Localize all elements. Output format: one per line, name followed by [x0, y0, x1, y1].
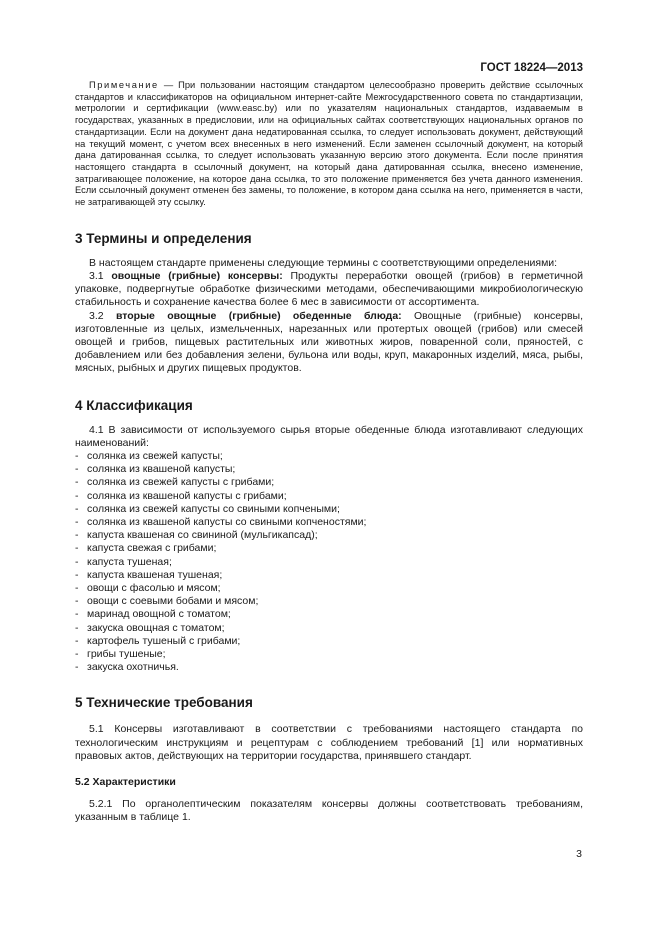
- list-dash: -: [75, 529, 79, 542]
- section-5-1: 5.1 Консервы изготавливают в соответствии с требованиями настоящего стандарта по технологическим инструкциям и рецептурам с соблюдением требований [1] или нормативных правовых актов, действующих на территории государства, принявшего стандарт.: [75, 723, 583, 762]
- list-item-text: капуста свежая с грибами;: [87, 542, 217, 555]
- list-item-text: маринад овощной с томатом;: [87, 608, 231, 621]
- list-item: [75, 542, 583, 555]
- page-body: [75, 80, 583, 824]
- term-3-2-term: вторые овощные (грибные) обеденные блюда:: [115, 309, 402, 322]
- list-dash: -: [75, 608, 79, 621]
- list-dash: -: [75, 661, 79, 674]
- note-text: — При пользовании настоящим стандартом целесообразно проверить действие ссылочных стандартов и классификаторов на официальном интернет-сайте Межгосударственного совета по стандартизации, метрологии и сертификации (www.easc.by) или по указателям национальных стандартов, издаваемым в государствах, указанных в предисловии, или на официальных сайтах соответствующих национальных органов по стандартизации. Если на документ дана недатированная ссылка, то следует использовать документ, действующий на текущий момент, с учетом всех внесенных в него изменений. Если заменен ссылочный документ, на который дана датированная ссылка, то следует использовать указанную версию этого документа. Если после принятия настоящего стандарта в ссылочный документ, на который дана датированная ссылка, внесено изменение, затрагивающее положение, на которое дана ссылка, то это положение применяется без учета данного изменения. Если ссылочный документ отменен без замены, то положение, в котором дана ссылка на него, применяется в части, не затрагивающей эту ссылку.: [75, 80, 583, 208]
- list-dash: -: [75, 595, 79, 608]
- list-item-text: капуста тушеная;: [87, 555, 172, 568]
- list-item-text: закуска овощная с томатом;: [87, 621, 225, 634]
- list-dash: -: [75, 489, 79, 502]
- dish-list: [75, 450, 583, 674]
- page-number: 3: [576, 848, 582, 860]
- list-item: [75, 516, 583, 529]
- section-4-intro: 4.1 В зависимости от используемого сырья вторые обеденные блюда изготавливают следующих наименований:: [75, 423, 583, 449]
- term-3-1: [75, 270, 583, 310]
- list-dash: -: [75, 648, 79, 661]
- list-item-text: солянка из квашеной капусты с грибами;: [87, 489, 287, 502]
- list-dash: -: [75, 568, 79, 581]
- list-dash: -: [75, 449, 79, 462]
- list-item: [75, 476, 583, 489]
- list-dash: -: [75, 634, 79, 647]
- list-dash: -: [75, 476, 79, 489]
- list-item-text: солянка из квашеной капусты;: [87, 463, 236, 476]
- list-dash: -: [75, 463, 79, 476]
- term-3-1-number: 3.1: [89, 269, 112, 282]
- reference-note: [75, 80, 583, 209]
- list-item-text: грибы тушеные;: [87, 648, 166, 661]
- list-item-text: солянка из свежей капусты со свиными копчеными;: [87, 502, 340, 515]
- term-3-1-term: овощные (грибные) консервы:: [111, 269, 283, 282]
- list-item-text: овощи с фасолью и мясом;: [87, 582, 221, 594]
- term-3-2: [75, 310, 583, 376]
- list-dash: -: [75, 542, 79, 555]
- list-item-text: капуста квашеная со свининой (мульгикапсад);: [87, 529, 318, 542]
- term-3-2-definition: Овощные (грибные) консервы, изготовленные из целых, измельченных, нарезанных или протертых овощей (грибов) или смесей овощей и грибов, пищевых растительных или животных жиров, поваренной соли, пряностей, с добавлением или без добавления зелени, бульона или воды, круп, макаронных изделий, мяса, рыбы, мясных, рыбных и других пищевых продуктов.: [75, 309, 584, 375]
- list-item: [75, 622, 583, 635]
- list-item-text: овощи с соевыми бобами и мясом;: [87, 595, 259, 608]
- section-4-title: 4 Классификация: [75, 397, 193, 413]
- list-item: [75, 490, 583, 503]
- list-item-text: закуска охотничья.: [87, 661, 179, 674]
- subsection-5-2-title: 5.2 Характеристики: [75, 776, 176, 789]
- list-item: [75, 463, 583, 476]
- list-item: [75, 450, 583, 463]
- list-item-text: солянка из квашеной капусты со свиными копченостями;: [87, 515, 367, 528]
- term-3-2-number: 3.2: [89, 309, 116, 322]
- list-item: [75, 569, 583, 582]
- section-3-title: 3 Термины и определения: [75, 230, 252, 246]
- note-label: Примечание: [89, 80, 159, 90]
- list-item: [75, 503, 583, 516]
- list-item-text: картофель тушеный с грибами;: [87, 634, 241, 647]
- list-item-text: солянка из свежей капусты;: [87, 449, 223, 462]
- section-3-intro: В настоящем стандарте применены следующие термины с соответствующими определениями:: [89, 256, 558, 269]
- list-item: [75, 635, 583, 648]
- list-dash: -: [75, 582, 79, 594]
- list-item: [75, 582, 583, 595]
- list-item-text: солянка из свежей капусты с грибами;: [87, 476, 275, 489]
- list-dash: -: [75, 515, 79, 528]
- list-item-text: капуста квашеная тушеная;: [87, 568, 223, 581]
- document-code: ГОСТ 18224—2013: [480, 62, 583, 74]
- term-3-1-definition: Продукты переработки овощей (грибов) в герметичной упаковке, подвергнутые обработке физическими методами, обеспечивающими микробиологическую стабильность и сохранение качества более 6 мес в зависимости от ассортимента.: [75, 269, 583, 309]
- list-item: [75, 661, 583, 674]
- list-dash: -: [75, 502, 79, 515]
- list-dash: -: [75, 621, 79, 634]
- list-item: [75, 608, 583, 621]
- list-item: [75, 556, 583, 569]
- section-5-title: 5 Технические требования: [75, 695, 253, 711]
- list-item: [75, 648, 583, 661]
- list-dash: -: [75, 555, 79, 568]
- list-item: [75, 529, 583, 542]
- list-item: [75, 595, 583, 608]
- section-5-2-1: 5.2.1 По органолептическим показателям консервы должны соответствовать требованиям, указанным в таблице 1.: [75, 798, 583, 824]
